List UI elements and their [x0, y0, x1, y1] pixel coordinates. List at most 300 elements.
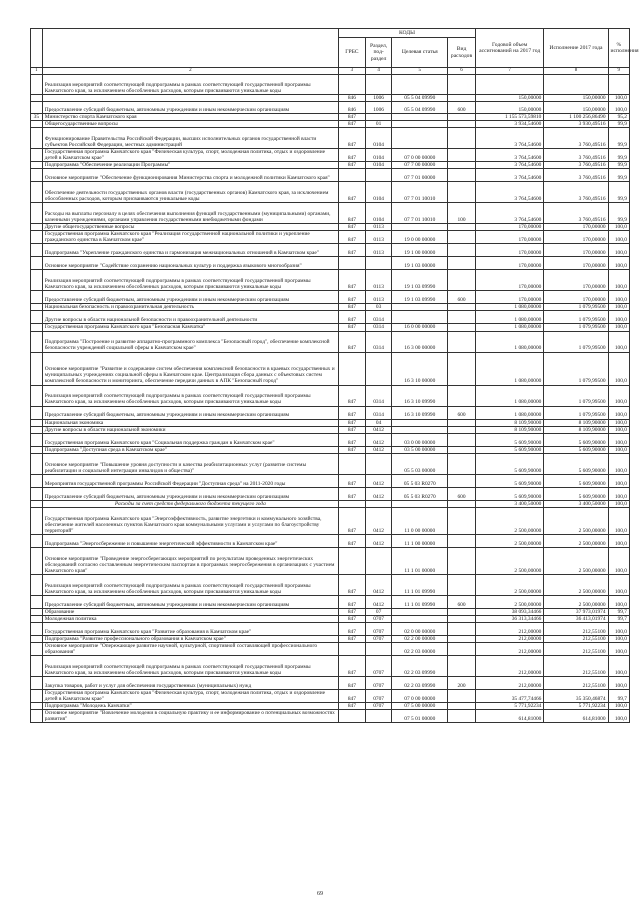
item-name: Основное мероприятие "Развитие и содержание систем обеспечения комплексной безопасности в краевых государственных и муниципальных учреждениях социальной сферы в Камчатском крае. Централизация сбора данных с объектовых систем комплексной безопасности и мониторинга, обеспечение передачи данных в АПК "Безопасный город" [42, 352, 338, 385]
item-name: Основное мероприятие "Содействие сохранению национальных культур и поддержка языкового многообразия" [42, 257, 338, 270]
item-name: Функционирование Правительства Российской Федерации, высших исполнительных органов государственной власти субъектов Российской Федерации, местных администраций [42, 128, 338, 149]
item-name: Другие общегосударственные вопросы [42, 224, 338, 231]
planned-amount: 170,00000 [475, 291, 543, 304]
grbs-code: 847 [339, 162, 366, 169]
table-row [31, 75, 630, 95]
expense-type-code [448, 710, 476, 723]
grbs-code: 847 [339, 433, 366, 446]
row-number [31, 149, 43, 162]
target-item-code: 11 1 01 09990 [392, 574, 448, 595]
column-number-row [31, 68, 630, 75]
execution-percent: 100,0 [608, 676, 629, 689]
expense-type-code [448, 642, 476, 655]
row-number [31, 224, 43, 231]
table-row [31, 595, 630, 608]
actual-amount: 5 609,90000 [544, 446, 608, 453]
row-number [31, 203, 43, 224]
execution-percent: 100,0 [608, 426, 629, 433]
grbs-code: 847 [339, 385, 366, 406]
row-number [31, 642, 43, 655]
table-row [31, 676, 630, 689]
row-number [31, 244, 43, 257]
expense-type-code [448, 311, 476, 324]
header-razdel: Раздел, под-раздел [365, 38, 392, 68]
row-number: 35 [31, 114, 43, 121]
table-row [31, 128, 630, 149]
item-name: Реализация мероприятий соответствующей подпрограммы в рамках соответствующей государственной программы Камчатского края, за исключением обособленных расходов, которым присваиваются уникальные коды [42, 270, 338, 291]
row-number [31, 75, 43, 95]
target-item-code [392, 500, 448, 507]
table-row [31, 182, 630, 203]
section-code: 0314 [365, 311, 392, 324]
target-item-code [392, 311, 448, 324]
item-name: Национальная экономика [42, 419, 338, 426]
expense-type-code [448, 574, 476, 595]
row-number [31, 304, 43, 311]
row-number [31, 324, 43, 331]
item-name: Государственная программа Камчатского края "Социальная поддержка граждан в Камчатском крае" [42, 433, 338, 446]
expense-type-code [448, 446, 476, 453]
planned-amount: 5 609,90000 [475, 446, 543, 453]
actual-amount: 3 930,49516 [544, 121, 608, 128]
actual-amount: 150,00000 [544, 102, 608, 114]
table-row [31, 534, 630, 547]
expense-type-code [448, 121, 476, 128]
execution-percent: 100,0 [608, 635, 629, 642]
actual-amount: 37 973,01974 [544, 608, 608, 615]
actual-amount: 212,55100 [544, 622, 608, 635]
item-name: Подпрограмма "Доступная среда в Камчатском крае" [42, 446, 338, 453]
row-number [31, 169, 43, 182]
table-row [31, 203, 630, 224]
grbs-code: 847 [339, 331, 366, 352]
row-number [31, 121, 43, 128]
grbs-code: 847 [339, 703, 366, 710]
section-code: 0113 [365, 244, 392, 257]
item-name: Подпрограмма "Обеспечение реализации Программы" [42, 162, 338, 169]
planned-amount: 5 771,92234 [475, 703, 543, 710]
table-row [31, 500, 630, 507]
row-number [31, 182, 43, 203]
execution-percent: 100,0 [608, 244, 629, 257]
section-code: 0707 [365, 655, 392, 676]
item-name: Основное мероприятие "Обеспечение функционирования Министерства спорта и молодежной политики Камчатского края" [42, 169, 338, 182]
planned-amount: 38 093,34466 [475, 608, 543, 615]
grbs-code: 847 [339, 270, 366, 291]
column-number: 4 [365, 68, 392, 75]
row-number [31, 703, 43, 710]
execution-percent: 99,9 [608, 182, 629, 203]
section-code [365, 500, 392, 507]
item-name: Подпрограмма "Молодежь Камчатки" [42, 703, 338, 710]
row-number [31, 352, 43, 385]
table-row [31, 270, 630, 291]
actual-amount: 1 079,99500 [544, 304, 608, 311]
planned-amount: 35 477,74466 [475, 689, 543, 702]
execution-percent: 99,9 [608, 149, 629, 162]
actual-amount: 3 760,49516 [544, 182, 608, 203]
grbs-code: 847 [339, 487, 366, 500]
actual-amount: 2 500,00000 [544, 574, 608, 595]
row-number [31, 547, 43, 574]
row-number [31, 419, 43, 426]
execution-percent: 100,0 [608, 507, 629, 534]
execution-percent: 99,9 [608, 121, 629, 128]
section-code [365, 169, 392, 182]
item-name: Обеспечение деятельности государственных органов власти (государственных органов) Камчатского края, за исключением обособленных расходов, которым присваиваются уникальные коды [42, 182, 338, 203]
item-name: Расходы за счет средств федерального бюджета текущего года [42, 500, 338, 507]
table-row [31, 114, 630, 121]
row-number [31, 162, 43, 169]
table-row [31, 615, 630, 622]
target-item-code: 05 5 04 09990 [392, 95, 448, 102]
table-row [31, 257, 630, 270]
section-code: 0412 [365, 433, 392, 446]
table-row [31, 406, 630, 419]
item-name [42, 95, 338, 102]
item-name: Реализация мероприятий соответствующей подпрограммы в рамках соответствующей государственной программы Камчатского края, за исключением обособленных расходов, которым присваиваются уникальные коды [42, 574, 338, 595]
actual-amount: 170,00000 [544, 231, 608, 244]
planned-amount: 212,00000 [475, 635, 543, 642]
column-number: 3 [339, 68, 366, 75]
row-number [31, 655, 43, 676]
table-row [31, 655, 630, 676]
target-item-code: 05 5 04 09990 [392, 102, 448, 114]
expense-type-code [448, 689, 476, 702]
target-item-code [392, 608, 448, 615]
table-row [31, 162, 630, 169]
actual-amount: 212,55100 [544, 676, 608, 689]
expense-type-code [448, 426, 476, 433]
execution-percent: 100,0 [608, 324, 629, 331]
grbs-code: 847 [339, 615, 366, 622]
column-number: 1 [31, 68, 43, 75]
expense-type-code [448, 231, 476, 244]
row-number [31, 608, 43, 615]
planned-amount: 8 109,90000 [475, 419, 543, 426]
planned-amount: 212,00000 [475, 642, 543, 655]
planned-amount: 5 609,90000 [475, 487, 543, 500]
execution-percent: 100,0 [608, 231, 629, 244]
section-code: 0412 [365, 507, 392, 534]
section-code: 0314 [365, 385, 392, 406]
actual-amount: 2 500,00000 [544, 507, 608, 534]
execution-percent: 100,0 [608, 224, 629, 231]
item-name: Молодежная политика [42, 615, 338, 622]
target-item-code: 19 0 00 00000 [392, 231, 448, 244]
section-code: 0104 [365, 162, 392, 169]
header-plan: Годовой объем ассигнований на 2017 год [475, 29, 543, 68]
grbs-code: 847 [339, 419, 366, 426]
planned-amount: 5 609,90000 [475, 453, 543, 474]
section-code [365, 75, 392, 95]
planned-amount: 3 934,54600 [475, 121, 543, 128]
actual-amount: 3 760,49516 [544, 169, 608, 182]
target-item-code: 11 1 01 09990 [392, 595, 448, 608]
section-code: 0412 [365, 534, 392, 547]
execution-percent: 100,0 [608, 446, 629, 453]
grbs-code: 847 [339, 474, 366, 487]
section-code [365, 547, 392, 574]
row-number [31, 453, 43, 474]
grbs-code: 847 [339, 128, 366, 149]
planned-amount: 3 400,50000 [475, 500, 543, 507]
target-item-code: 05 5 03 00000 [392, 453, 448, 474]
item-name: Другие вопросы в области национальной безопасности и правоохранительной деятельности [42, 311, 338, 324]
planned-amount: 212,00000 [475, 622, 543, 635]
target-item-code: 03 0 00 00000 [392, 433, 448, 446]
execution-percent: 100,0 [608, 474, 629, 487]
grbs-code [339, 453, 366, 474]
item-name: Государственная программа Камчатского края "Развитие образования в Камчатском крае" [42, 622, 338, 635]
target-item-code [392, 121, 448, 128]
table-row [31, 507, 630, 534]
target-item-code: 07 7 01 10010 [392, 203, 448, 224]
table-row [31, 291, 630, 304]
grbs-code: 846 [339, 95, 366, 102]
execution-percent: 100,0 [608, 406, 629, 419]
target-item-code: 07 7 01 10010 [392, 182, 448, 203]
section-code: 03 [365, 304, 392, 311]
item-name: Реализация мероприятий соответствующей подпрограммы в рамках соответствующей государственной программы Камчатского края, за исключением обособленных расходов, которым присваиваются уникальные коды [42, 655, 338, 676]
actual-amount: 35 350,46874 [544, 689, 608, 702]
table-row [31, 324, 630, 331]
grbs-code: 847 [339, 224, 366, 231]
header-codes: КОДЫ [339, 29, 476, 38]
target-item-code [392, 615, 448, 622]
target-item-code: 19 1 03 09990 [392, 291, 448, 304]
planned-amount: 212,00000 [475, 655, 543, 676]
grbs-code: 847 [339, 311, 366, 324]
grbs-code: 846 [339, 102, 366, 114]
actual-amount: 5 609,90000 [544, 433, 608, 446]
expense-type-code [448, 419, 476, 426]
expense-type-code: 600 [448, 406, 476, 419]
item-name: Закупка товаров, работ и услуг для обеспечения государственных (муниципальных) нужд [42, 676, 338, 689]
actual-amount: 170,00000 [544, 270, 608, 291]
row-number [31, 507, 43, 534]
expense-type-code [448, 615, 476, 622]
table-row [31, 474, 630, 487]
actual-amount: 1 079,99500 [544, 352, 608, 385]
planned-amount: 212,00000 [475, 676, 543, 689]
planned-amount: 150,00000 [475, 102, 543, 114]
table-row [31, 95, 630, 102]
execution-percent [608, 75, 629, 95]
planned-amount: 1 080,00000 [475, 406, 543, 419]
planned-amount: 1 080,00000 [475, 304, 543, 311]
grbs-code [339, 547, 366, 574]
grbs-code: 847 [339, 121, 366, 128]
table-row [31, 622, 630, 635]
expense-type-code [448, 324, 476, 331]
row-number [31, 446, 43, 453]
grbs-code: 847 [339, 676, 366, 689]
actual-amount: 170,00000 [544, 224, 608, 231]
actual-amount: 170,00000 [544, 291, 608, 304]
budget-table [30, 28, 639, 723]
item-name: Подпрограмма "Укрепление гражданского единства и гармонизация межнациональных отношений в Камчатском крае" [42, 244, 338, 257]
expense-type-code [448, 128, 476, 149]
section-code: 01 [365, 121, 392, 128]
column-number: 8 [544, 68, 608, 75]
execution-percent: 100,0 [608, 102, 629, 114]
row-number [31, 270, 43, 291]
target-item-code: 16 3 10 09990 [392, 385, 448, 406]
expense-type-code [448, 114, 476, 121]
actual-amount: 1 100 256,86490 [544, 114, 608, 121]
planned-amount: 2 500,00000 [475, 595, 543, 608]
target-item-code: 02 2 03 09990 [392, 655, 448, 676]
item-name: Реализация мероприятий соответствующей подпрограммы в рамках соответствующей государственной программы Камчатского края, за исключением обособленных расходов, которым присваиваются уникальные коды [42, 75, 338, 95]
planned-amount: 2 500,00000 [475, 574, 543, 595]
target-item-code: 02 0 00 00000 [392, 622, 448, 635]
table-row [31, 608, 630, 615]
section-code [365, 352, 392, 385]
row-number [31, 710, 43, 723]
column-number: 7 [475, 68, 543, 75]
expense-type-code [448, 257, 476, 270]
row-number [31, 487, 43, 500]
section-code: 0104 [365, 182, 392, 203]
execution-percent: 100,0 [608, 595, 629, 608]
grbs-code: 847 [339, 406, 366, 419]
section-code: 0707 [365, 615, 392, 622]
table-row [31, 487, 630, 500]
row-number [31, 385, 43, 406]
actual-amount: 212,55100 [544, 635, 608, 642]
expense-type-code [448, 162, 476, 169]
execution-percent: 100,0 [608, 642, 629, 655]
actual-amount: 150,00000 [544, 95, 608, 102]
planned-amount: 3 764,54600 [475, 182, 543, 203]
expense-type-code [448, 352, 476, 385]
target-item-code [392, 75, 448, 95]
execution-percent: 100,0 [608, 385, 629, 406]
expense-type-code [448, 507, 476, 534]
execution-percent: 100,0 [608, 433, 629, 446]
target-item-code: 16 3 10 00000 [392, 352, 448, 385]
execution-percent: 100,0 [608, 352, 629, 385]
expense-type-code [448, 270, 476, 291]
table-row [31, 547, 630, 574]
target-item-code: 07 5 00 00000 [392, 703, 448, 710]
table-row [31, 433, 630, 446]
target-item-code [392, 128, 448, 149]
row-number [31, 622, 43, 635]
item-name: Предоставление субсидий бюджетным, автономным учреждениям и иным некоммерческим организациям [42, 102, 338, 114]
section-code: 0707 [365, 635, 392, 642]
section-code: 0104 [365, 128, 392, 149]
execution-percent: 100,0 [608, 534, 629, 547]
item-name: Основное мероприятие "Повышение уровня доступности и качества реабилитационных услуг (развитие системы реабилитации и социальной интеграции инвалидов и общества)" [42, 453, 338, 474]
section-code: 1006 [365, 95, 392, 102]
planned-amount: 1 080,00000 [475, 385, 543, 406]
item-name: Основное мероприятие "Опережающее развитие научной, культурной, спортивной составляющей профессионального образования" [42, 642, 338, 655]
table-row [31, 244, 630, 257]
actual-amount [544, 75, 608, 95]
actual-amount: 3 760,49516 [544, 149, 608, 162]
execution-percent: 100,0 [608, 622, 629, 635]
planned-amount: 170,00000 [475, 231, 543, 244]
header-grbs: ГРБС [339, 38, 366, 68]
expense-type-code [448, 655, 476, 676]
item-name: Образование [42, 608, 338, 615]
section-code: 1006 [365, 102, 392, 114]
table-row [31, 224, 630, 231]
expense-type-code [448, 453, 476, 474]
item-name: Государственная программа Камчатского края "Физическая культура, спорт, молодежная политика, отдых и оздоровление детей в Камчатском крае" [42, 149, 338, 162]
execution-percent: 100,0 [608, 311, 629, 324]
expense-type-code [448, 244, 476, 257]
actual-amount: 2 500,00000 [544, 595, 608, 608]
grbs-code: 847 [339, 574, 366, 595]
table-row [31, 446, 630, 453]
section-code: 0707 [365, 676, 392, 689]
target-item-code: 19 1 03 09990 [392, 270, 448, 291]
actual-amount: 5 609,90000 [544, 487, 608, 500]
row-number [31, 500, 43, 507]
planned-amount: 150,00000 [475, 95, 543, 102]
row-number [31, 534, 43, 547]
section-code [365, 257, 392, 270]
section-code: 0113 [365, 231, 392, 244]
expense-type-code: 600 [448, 102, 476, 114]
expense-type-code: 200 [448, 676, 476, 689]
grbs-code: 847 [339, 182, 366, 203]
section-code: 07 [365, 608, 392, 615]
section-code: 0412 [365, 426, 392, 433]
expense-type-code [448, 547, 476, 574]
execution-percent: 100,0 [608, 419, 629, 426]
execution-percent: 99,9 [608, 169, 629, 182]
target-item-code: 02 2 03 00000 [392, 642, 448, 655]
target-item-code: 07 7 01 00000 [392, 169, 448, 182]
expense-type-code [448, 304, 476, 311]
section-code [365, 710, 392, 723]
item-name: Национальная безопасность и правоохранительная деятельность [42, 304, 338, 311]
planned-amount: 1 080,00000 [475, 324, 543, 331]
header-expense-type: Вид расходов [448, 38, 476, 68]
actual-amount: 36 413,01974 [544, 615, 608, 622]
expense-type-code [448, 703, 476, 710]
actual-amount: 3 760,49516 [544, 162, 608, 169]
execution-percent: 99,9 [608, 162, 629, 169]
execution-percent: 100,0 [608, 710, 629, 723]
item-name: Основное мероприятие "Проведение энергосберегающих мероприятий по результатам проведенных энергетических обследований согласно составленным энергетическим паспортам в программах энергосбережения в организациях с участием Камчатского края" [42, 547, 338, 574]
item-name: Предоставление субсидий бюджетным, автономным учреждениям и иным некоммерческим организациям [42, 487, 338, 500]
expense-type-code [448, 331, 476, 352]
section-code: 0113 [365, 291, 392, 304]
table-row [31, 331, 630, 352]
actual-amount: 1 079,99500 [544, 385, 608, 406]
table-row [31, 689, 630, 702]
row-number [31, 102, 43, 114]
target-item-code [392, 419, 448, 426]
actual-amount: 8 109,90000 [544, 426, 608, 433]
item-name: Предоставление субсидий бюджетным, автономным учреждениям и иным некоммерческим организациям [42, 291, 338, 304]
planned-amount: 170,00000 [475, 244, 543, 257]
planned-amount: 170,00000 [475, 270, 543, 291]
planned-amount: 1 080,00000 [475, 311, 543, 324]
table-row [31, 231, 630, 244]
section-code [365, 114, 392, 121]
expense-type-code: 600 [448, 595, 476, 608]
column-number: 9 [608, 68, 629, 75]
grbs-code [339, 500, 366, 507]
table-row [31, 304, 630, 311]
row-number [31, 574, 43, 595]
